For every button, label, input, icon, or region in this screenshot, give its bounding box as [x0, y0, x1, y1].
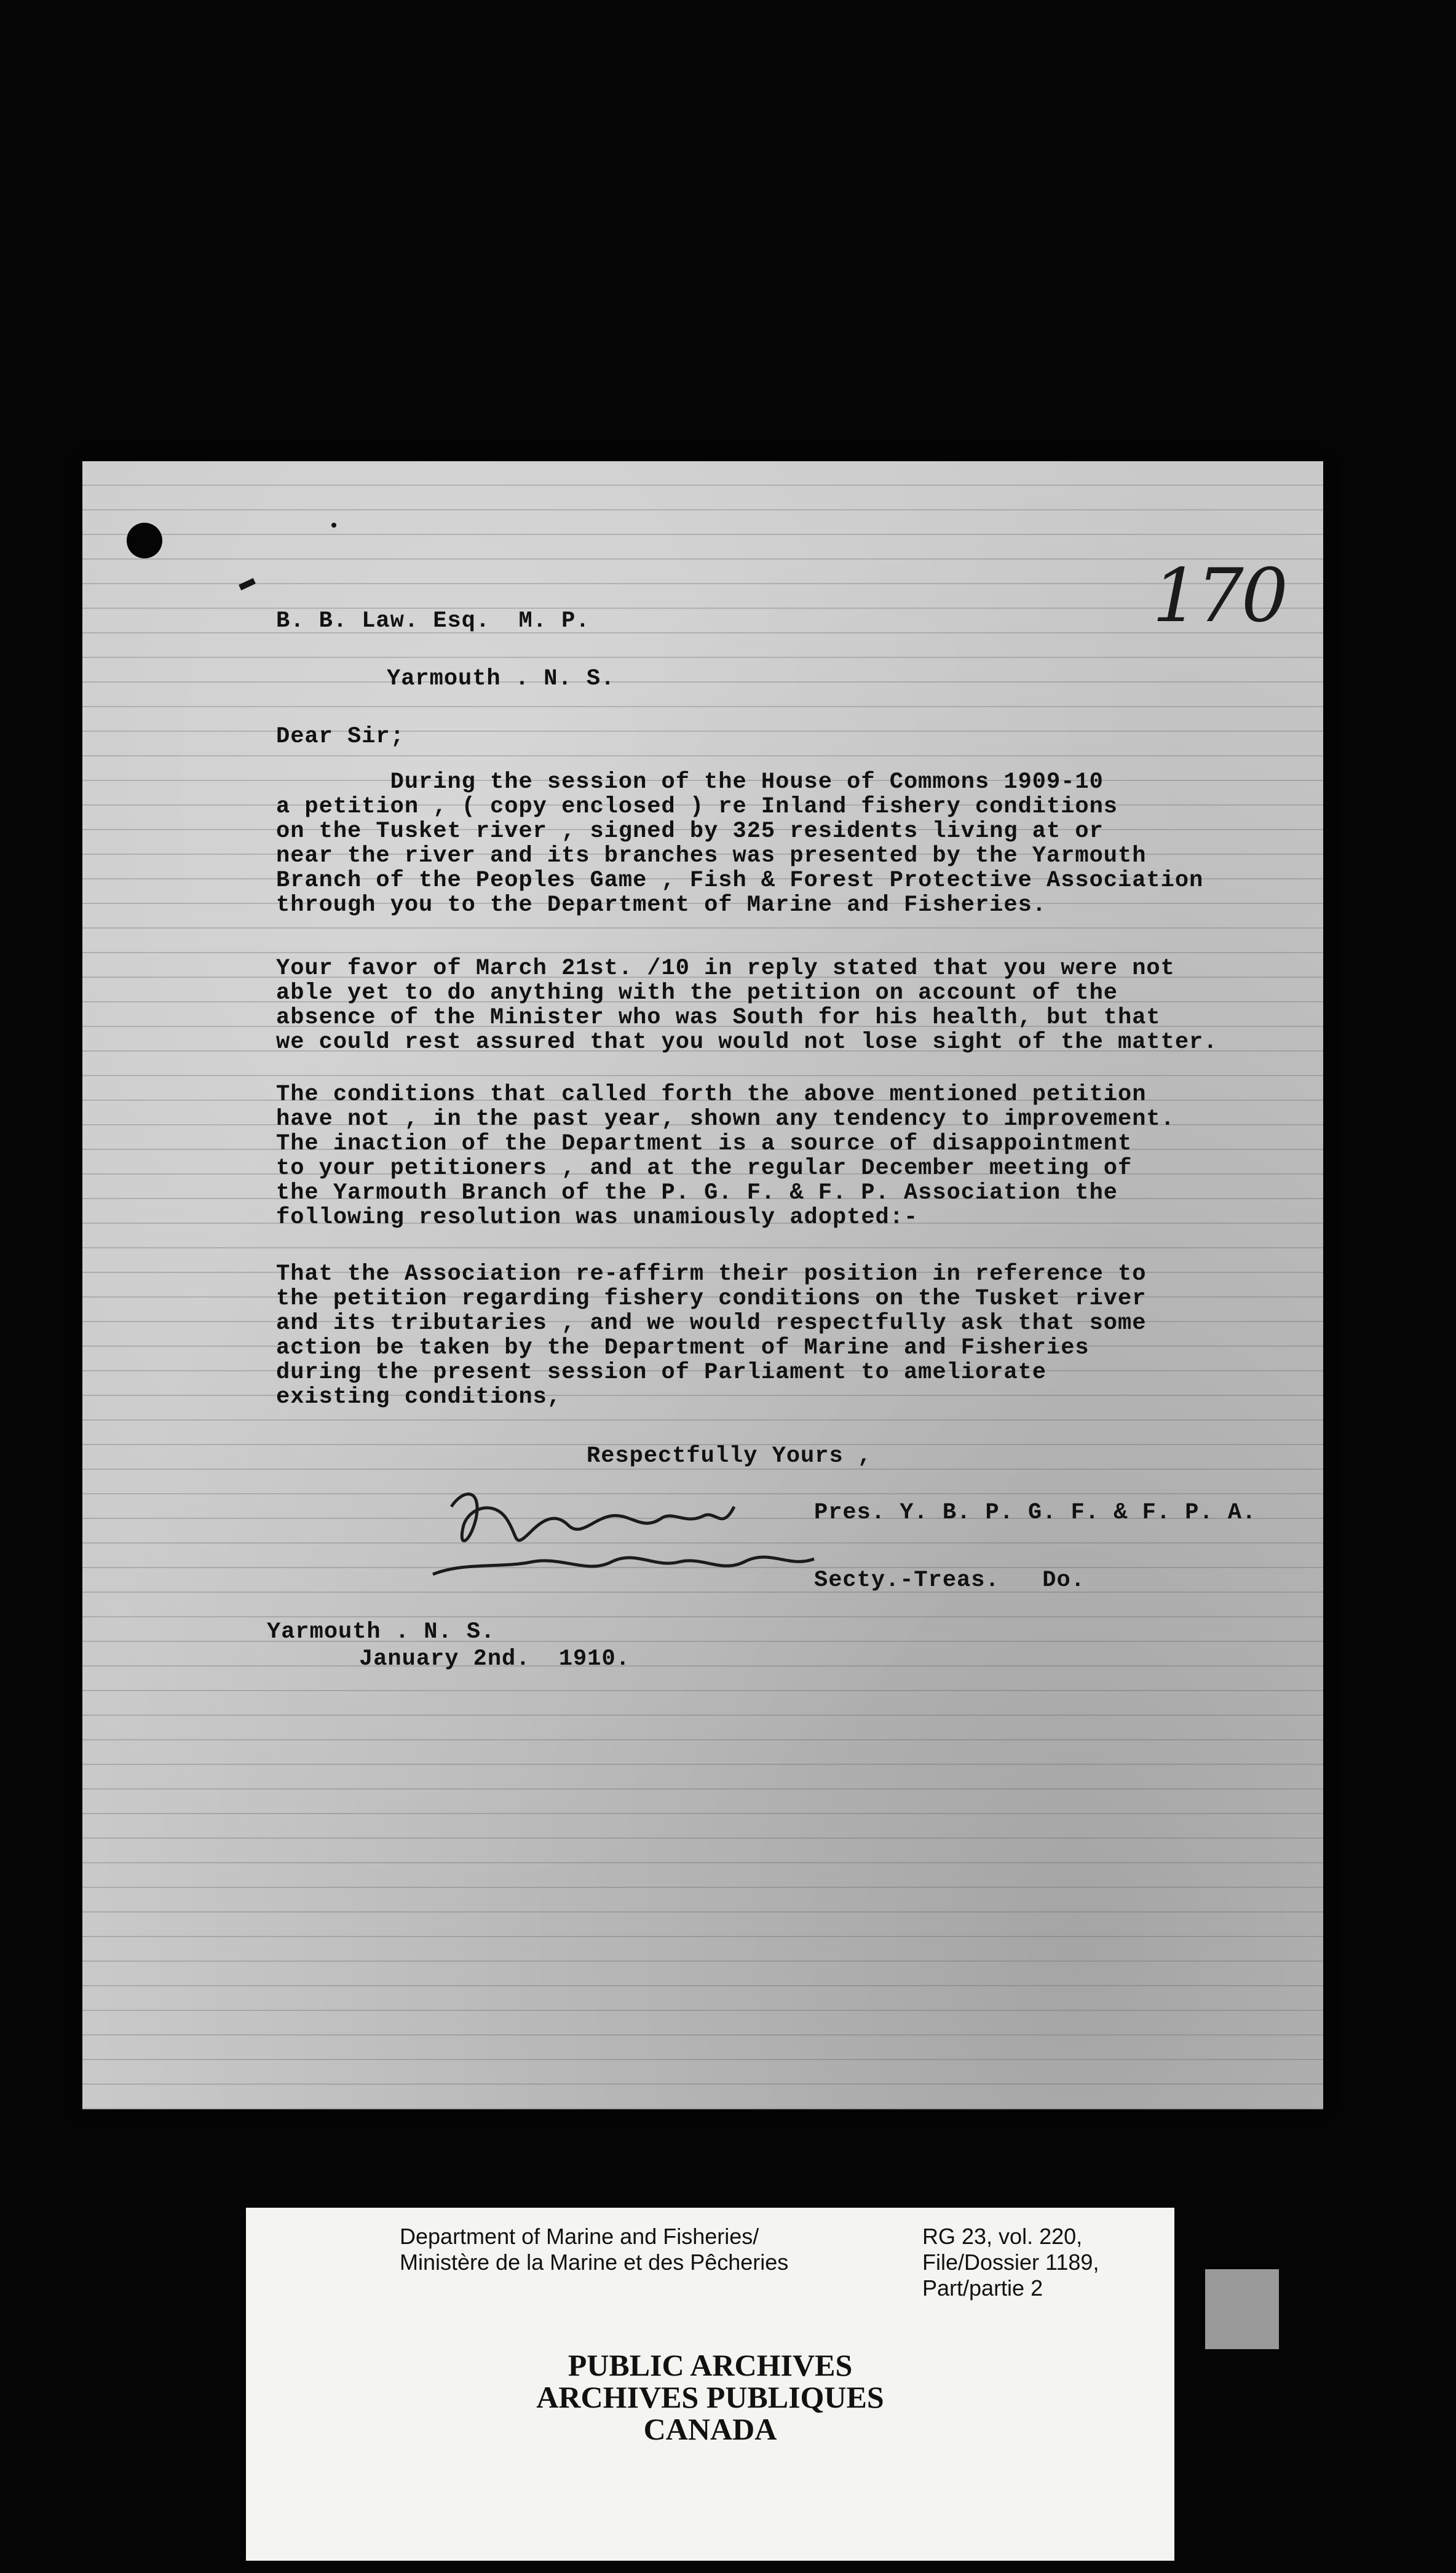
- reference-line: Part/partie 2: [922, 2275, 1043, 2301]
- date: January 2nd. 1910.: [359, 1646, 630, 1672]
- text-line: we could rest assured that you would not lose sight of the matter.: [276, 1029, 1218, 1055]
- punch-hole: [127, 523, 162, 558]
- place: Yarmouth . N. S.: [267, 1619, 496, 1645]
- text-line: following resolution was unamiously adopted:-: [276, 1205, 919, 1231]
- archive-label: [246, 2208, 1174, 2561]
- letter-page: [82, 461, 1323, 2109]
- signature-1-stroke: [451, 1494, 734, 1541]
- ink-mark: [239, 578, 256, 590]
- department-line: Ministère de la Marine et des Pêcheries: [400, 2250, 789, 2275]
- text-line: During the session of the House of Commons 1909-10: [276, 769, 1104, 795]
- archive-line: PUBLIC ARCHIVES: [568, 2348, 853, 2382]
- text-line: Your favor of March 21st. /10 in reply stated that you were not: [276, 956, 1175, 981]
- text-line: during the present session of Parliament to ameliorate: [276, 1360, 1046, 1386]
- text-line: able yet to do anything with the petition on account of the: [276, 980, 1118, 1006]
- president-title: Pres. Y. B. P. G. F. & F. P. A.: [814, 1500, 1257, 1526]
- address: Yarmouth . N. S.: [387, 666, 615, 692]
- addressee: B. B. Law. Esq. M. P.: [276, 608, 590, 634]
- label-tab-right: [1205, 2269, 1279, 2349]
- paragraph-4: [276, 1262, 1146, 1409]
- archive-line: ARCHIVES PUBLIQUES: [536, 2380, 884, 2414]
- paragraph-1: [276, 770, 1203, 918]
- text-line: through you to the Department of Marine and Fisheries.: [276, 892, 1046, 918]
- reference-line: File/Dossier 1189,: [922, 2250, 1099, 2275]
- text-line: The conditions that called forth the above mentioned petition: [276, 1082, 1147, 1108]
- reference-line: RG 23, vol. 220,: [922, 2224, 1083, 2249]
- department-line: Department of Marine and Fisheries/: [400, 2224, 759, 2249]
- text-line: existing conditions,: [276, 1384, 562, 1410]
- text-line: and its tributaries , and we would respectfully ask that some: [276, 1310, 1147, 1336]
- text-line: The inaction of the Department is a source of disappointment: [276, 1131, 1133, 1157]
- text-line: the petition regarding fishery conditions on the Tusket river: [276, 1286, 1147, 1312]
- archive-name: [246, 2349, 1174, 2445]
- text-line: a petition , ( copy enclosed ) re Inland fishery conditions: [276, 794, 1118, 820]
- department-lines: [400, 2224, 788, 2275]
- archive-line: CANADA: [643, 2412, 777, 2446]
- text-line: the Yarmouth Branch of the P. G. F. & F. P. Association the: [276, 1180, 1118, 1206]
- paragraph-2: [276, 956, 1217, 1055]
- ink-mark: [331, 523, 336, 528]
- salutation: Dear Sir;: [276, 724, 405, 750]
- text-line: That the Association re-affirm their position in reference to: [276, 1261, 1147, 1287]
- closing: Respectfully Yours ,: [587, 1443, 872, 1469]
- text-line: to your petitioners , and at the regular December meeting of: [276, 1156, 1133, 1181]
- text-line: have not , in the past year, shown any tendency to improvement.: [276, 1106, 1175, 1132]
- text-line: near the river and its branches was presented by the Yarmouth: [276, 843, 1147, 869]
- secretary-title: Secty.-Treas. Do.: [814, 1568, 1085, 1593]
- text-line: action be taken by the Department of Marine and Fisheries: [276, 1335, 1090, 1361]
- text-line: Branch of the Peoples Game , Fish & Forest Protective Association: [276, 868, 1204, 894]
- reference-lines: [922, 2224, 1099, 2301]
- text-line: absence of the Minister who was South for his health, but that: [276, 1005, 1161, 1031]
- folio-number: 170: [1152, 553, 1286, 639]
- signature-2-stroke: [433, 1557, 814, 1574]
- text-line: on the Tusket river , signed by 325 residents living at or: [276, 819, 1104, 844]
- paragraph-3: [276, 1082, 1175, 1230]
